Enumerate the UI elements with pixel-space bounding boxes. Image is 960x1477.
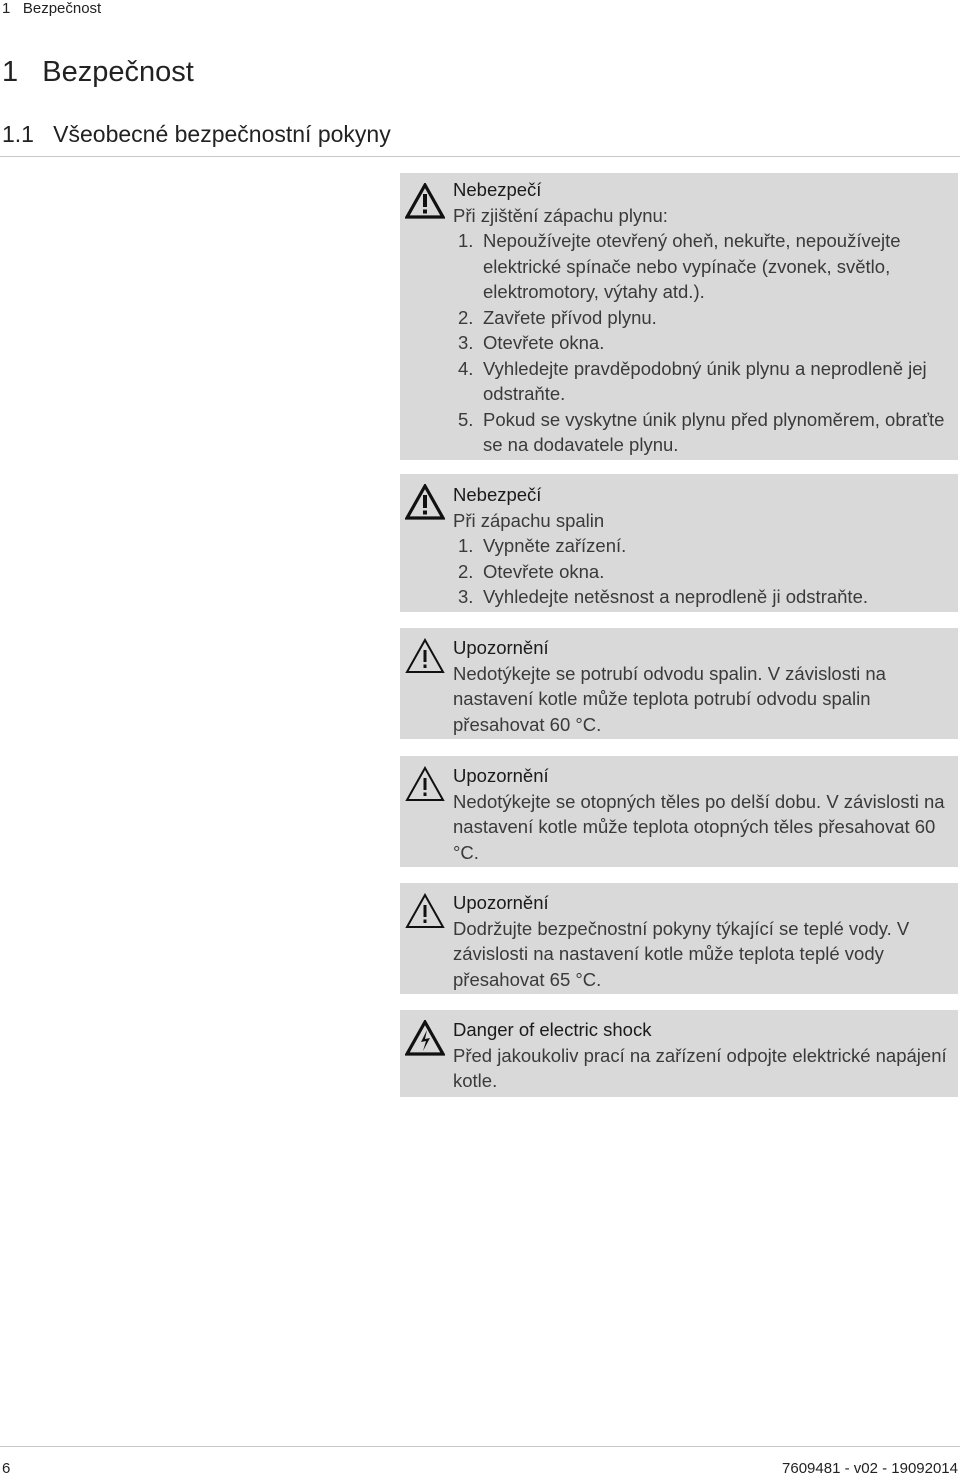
- caution-box-flue-pipe: [400, 628, 958, 739]
- box-title: Danger of electric shock: [453, 1019, 652, 1040]
- box-intro: Při zápachu spalin: [453, 509, 605, 531]
- section-title: 1.1 Všeobecné bezpečnostní pokyny: [2, 121, 391, 147]
- list-item: 2. Zavřete přívod plynu.: [458, 306, 657, 328]
- list-item: 5. Pokud se vyskytne únik plynu před plynoměrem, obraťte se na dodavatele plynu.: [458, 408, 945, 455]
- running-header: 1 Bezpečnost: [2, 0, 102, 17]
- danger-box-electric-shock: [400, 1010, 958, 1097]
- chapter-title: 1 Bezpečnost: [2, 56, 194, 88]
- box-title: Upozornění: [453, 637, 549, 658]
- instruction-list: [453, 228, 948, 458]
- caution-triangle-icon: [405, 893, 445, 929]
- danger-box-flue-gas-smell: [400, 474, 958, 612]
- list-item: 1. Vypněte zařízení.: [458, 535, 627, 556]
- caution-triangle-icon: [405, 638, 445, 674]
- danger-box-gas-smell: [400, 173, 958, 460]
- list-item: 2. Otevřete okna.: [458, 560, 605, 582]
- footer-divider: [0, 1446, 960, 1447]
- box-text: Nedotýkejte se potrubí odvodu spalin. V závislosti na nastavení kotle může teplota potrubí odvodu spalin přesahovat 60 °C.: [453, 662, 886, 735]
- list-item: 3. Vyhledejte netěsnost a neprodleně ji odstraňte.: [458, 586, 868, 607]
- list-item: 3. Otevřete okna.: [458, 332, 605, 353]
- box-text: Dodržujte bezpečnostní pokyny týkající se teplé vody. V závislosti na nastavení kotle může teplota teplé vody přesahovat 65 °C.: [453, 917, 910, 990]
- box-title: Upozornění: [453, 892, 549, 913]
- caution-box-hot-water: [400, 883, 958, 994]
- box-title: Nebezpečí: [453, 179, 542, 200]
- page-number: 6: [2, 1460, 11, 1477]
- list-item: 1. Nepoužívejte otevřený oheň, nekuřte, nepoužívejte elektrické spínače nebo vypínače (zvonek, světlo, elektromotory, výtahy atd.).: [458, 230, 901, 302]
- list-item: 4. Vyhledejte pravděpodobný únik plynu a neprodleně jej odstraňte.: [458, 357, 927, 404]
- box-title: Nebezpečí: [453, 484, 542, 505]
- document-code: 7609481 - v02 - 19092014: [782, 1460, 958, 1477]
- electric-shock-triangle-icon: [405, 1020, 445, 1056]
- box-text: Nedotýkejte se otopných těles po delší dobu. V závislosti na nastavení kotle může teplota otopných těles přesahovat 60 °C.: [453, 790, 945, 863]
- warning-triangle-icon: [405, 183, 445, 219]
- box-title: Upozornění: [453, 765, 549, 786]
- warning-triangle-icon: [405, 484, 445, 520]
- box-intro: Při zjištění zápachu plynu:: [453, 204, 668, 226]
- caution-triangle-icon: [405, 766, 445, 802]
- caution-box-radiators: [400, 756, 958, 867]
- instruction-list: [453, 533, 948, 610]
- section-divider: [0, 156, 960, 157]
- box-text: Před jakoukoliv prací na zařízení odpojte elektrické napájení kotle.: [453, 1044, 947, 1091]
